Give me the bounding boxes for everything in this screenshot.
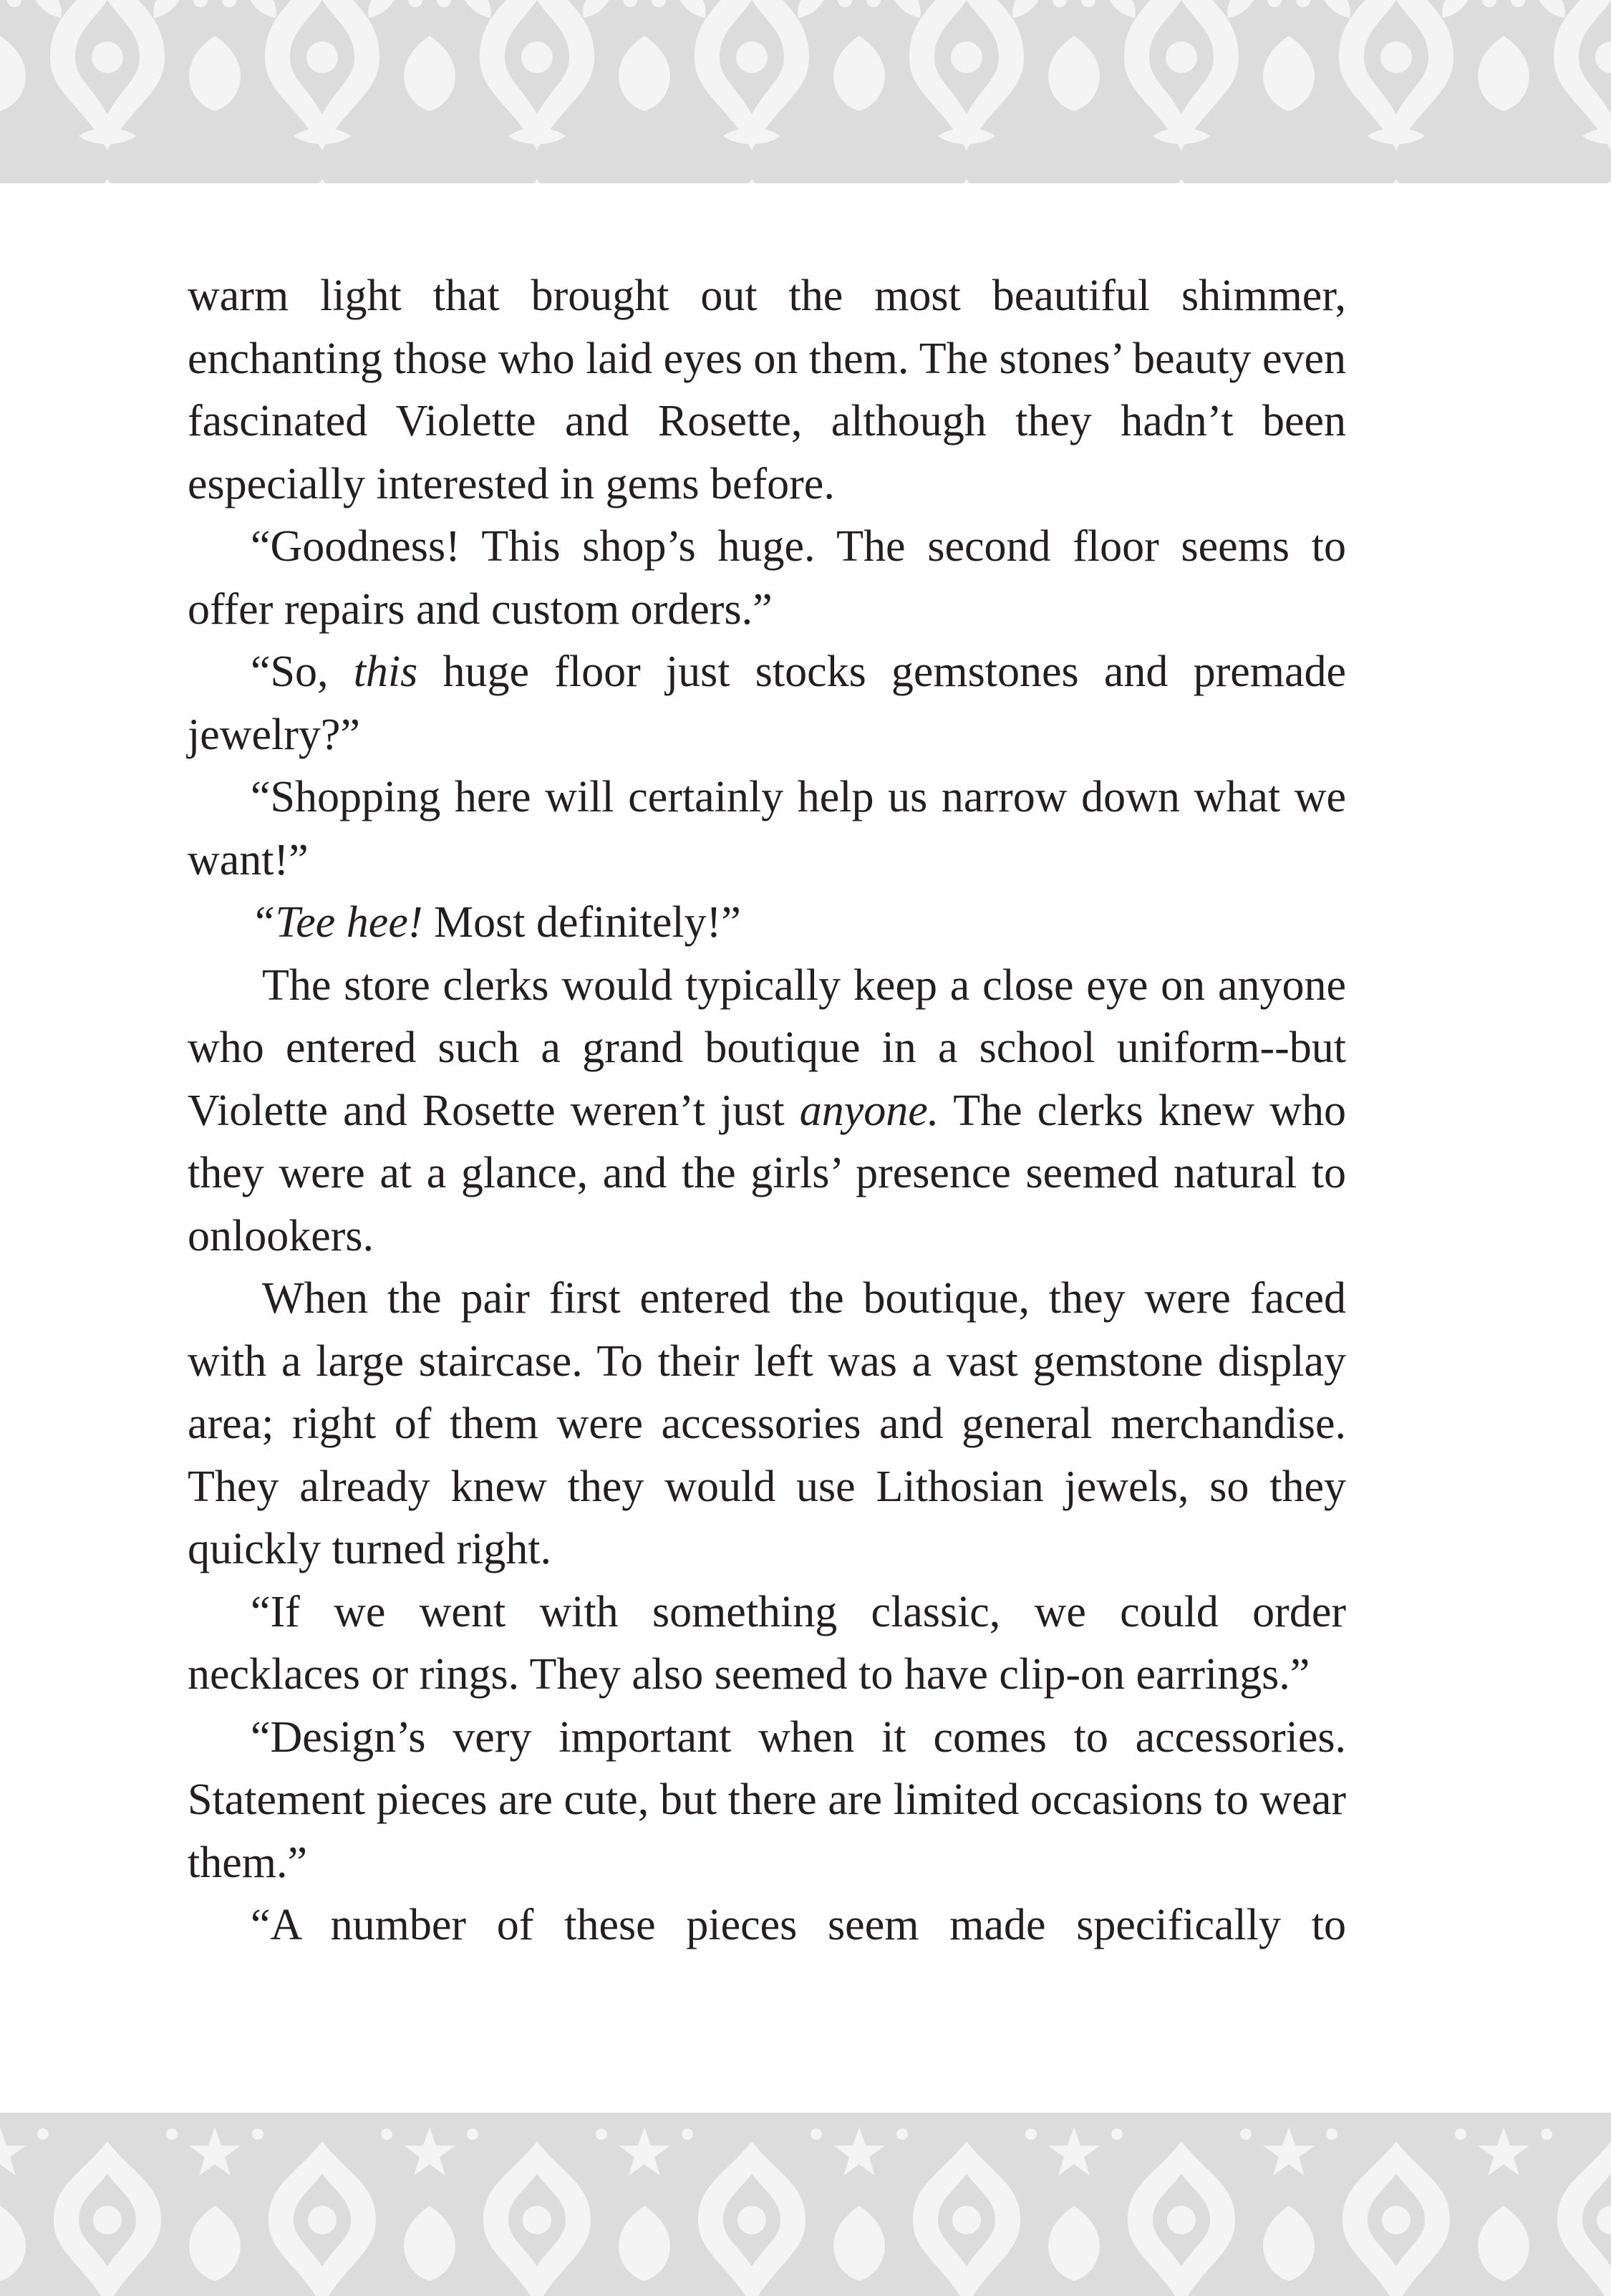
paragraph: “So, this huge floor just stocks gemstones and premade jewelry?” (188, 647, 1346, 759)
emphasis-text: this (353, 647, 418, 696)
damask-ornament-pattern-icon (0, 0, 1611, 183)
page-body-text (188, 265, 1346, 1957)
paragraph: “Goodness! This shop’s huge. The second floor seems to offer repairs and custom orders.” (188, 522, 1346, 634)
paragraph: When the pair first entered the boutique, they were faced with a large staircase. To their left was a vast gemstone display area; right of them were accessories and general merchandise. They already knew they would use Lithosian jewels, so they quickly turned right. (188, 1274, 1346, 1573)
emphasis-text: anyone. (799, 1086, 939, 1135)
paragraph: The store clerks would typically keep a close eye on anyone who entered such a grand boutique in a school uniform--but Violette and Rosette weren’t just anyone. The clerks knew who they were at a glance, and the girls’ presence seemed natural to onlookers. (188, 960, 1346, 1260)
bottom-decorative-band (0, 2113, 1611, 2296)
paragraph: warm light that brought out the most beautiful shimmer, enchanting those who laid eyes on them. The stones’ beauty even fascinated Violette and Rosette, although they hadn’t been especially interested in gems before. (188, 271, 1346, 508)
paragraph: “Design’s very important when it comes to accessories. Statement pieces are cute, but there are limited occasions to wear them.” (188, 1712, 1346, 1887)
paragraph: “A number of these pieces seem made specifically to (251, 1901, 1346, 1949)
paragraph: “Shopping here will certainly help us narrow down what we want!” (188, 773, 1346, 884)
emphasis-text: “Tee hee! (251, 898, 423, 947)
damask-star-ornament-pattern-icon (0, 2113, 1611, 2296)
top-decorative-band (0, 0, 1611, 183)
paragraph: “If we went with something classic, we could order necklaces or rings. They also seemed to have clip-on earrings.” (188, 1587, 1346, 1699)
paragraph: “Tee hee! Most definitely!” (251, 898, 741, 947)
